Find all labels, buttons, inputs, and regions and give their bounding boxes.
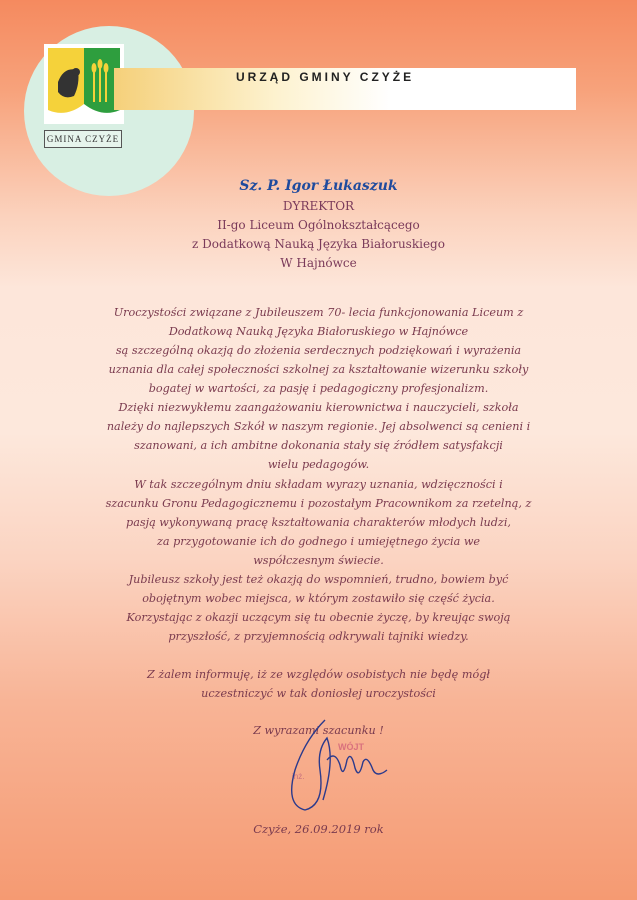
body-line: obojętnym wobec miejsca, w którym zostawiło się część życia. xyxy=(142,592,495,605)
body-line: za przygotowanie ich do godnego i umiejętnego życia we xyxy=(156,535,481,548)
addressee-school-line-2: z Dodatkową Nauką Języka Białoruskiego xyxy=(192,237,445,251)
addressee-school-line-1: II-go Liceum Ogólnokształcącego xyxy=(217,218,420,232)
body-line: szacunku Gronu Pedagogicznemu i pozostałym Pracownikom za rzetelną, z xyxy=(105,497,532,510)
body-line: pasją wykonywaną pracę kształtowania charakterów młodych ludzi, xyxy=(126,516,511,529)
body-line: Korzystając z okazji uczącym się tu obecnie życzę, by kreując swoją xyxy=(126,611,511,624)
body-line: Dzięki niezwykłemu zaangażowaniu kierownictwa i nauczycieli, szkoła xyxy=(118,401,519,414)
body-line: należy do najlepszych Szkół w naszym regionie. Jej absolwenci są cenieni i xyxy=(106,420,531,433)
body-line: współczesnym świecie. xyxy=(253,554,384,567)
body-line: są szczególną okazją do złożenia serdecznych podziękowań i wyrażenia xyxy=(115,344,522,357)
body-line: przyszłość, z przyjemnością odkrywali tajniki wiedzy. xyxy=(168,630,469,643)
logo-label: GMINA CZYŻE xyxy=(44,130,122,148)
stamp-prefix: inż. xyxy=(292,772,305,781)
body-line: W tak szczególnym dniu składam wyrazy uznania, wdzięczności i xyxy=(134,478,503,491)
body-line: wielu pedagogów. xyxy=(267,458,370,471)
closing-line: Z żalem informuję, iż ze względów osobistych nie będę mógł xyxy=(147,668,490,681)
regards-text: Z wyrazami szacunku ! xyxy=(253,724,384,737)
body-line: uznania dla całej społeczności szkolnej za kształtowanie wizerunku szkoły xyxy=(108,363,529,376)
addressee-position: DYREKTOR xyxy=(282,199,355,213)
date-place: Czyże, 26.09.2019 rok xyxy=(253,822,384,836)
addressee-city: W Hajnówce xyxy=(280,256,357,270)
addressee-name: Sz. P. Igor Łukaszuk xyxy=(239,178,398,194)
stamp-title: WÓJT xyxy=(338,742,364,752)
gmina-coat-of-arms-icon xyxy=(44,44,124,124)
closing-line: uczestniczyć w tak doniosłej uroczystości xyxy=(201,687,436,700)
body-line: Jubileusz szkoły jest też okazją do wspomnień, trudno, bowiem być xyxy=(128,573,509,586)
body-line: bogatej w wartości, za pasję i pedagogiczny profesjonalizm. xyxy=(148,382,489,395)
body-line: szanowani, a ich ambitne dokonania stały się źródłem satysfakcji xyxy=(134,439,503,452)
body-line: Dodatkową Nauką Języka Białoruskiego w Hajnówce xyxy=(168,325,469,338)
office-title: URZĄD GMINY CZYŻE xyxy=(236,70,415,84)
handwritten-signature xyxy=(265,710,395,820)
body-line: Uroczystości związane z Jubileuszem 70- lecia funkcjonowania Liceum z xyxy=(113,306,524,319)
